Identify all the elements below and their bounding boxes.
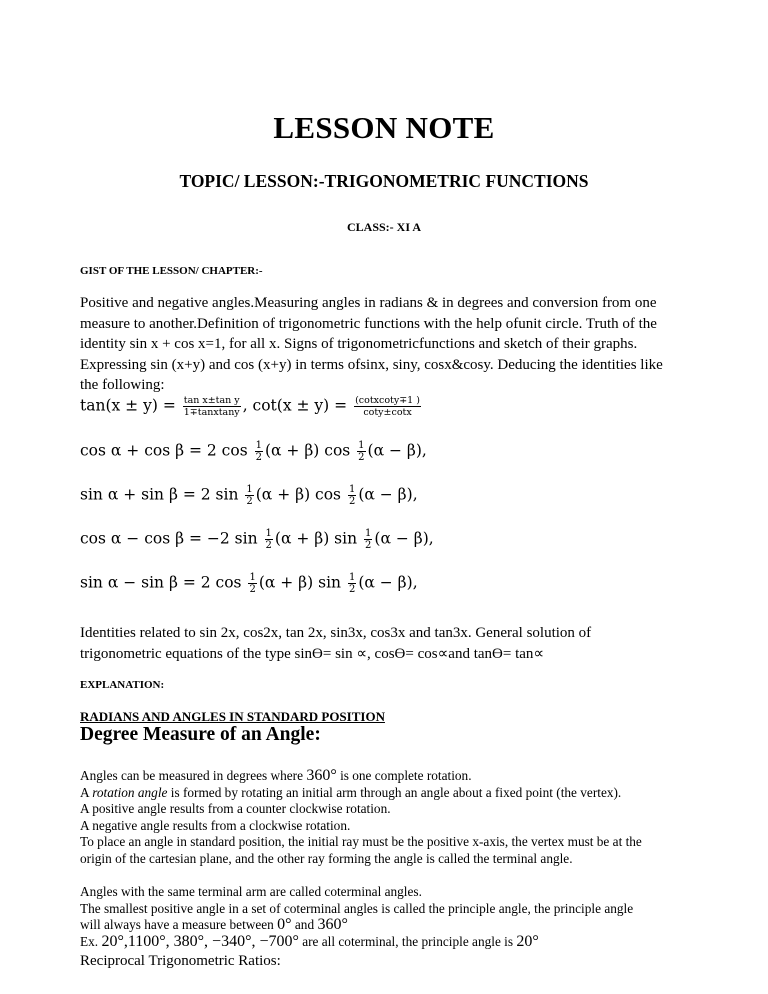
emphasis: rotation angle bbox=[92, 784, 168, 800]
tan-fraction bbox=[183, 395, 241, 418]
gist-heading: GIST OF THE LESSON/ CHAPTER:- bbox=[80, 265, 263, 277]
formula-part: (α + β) cos bbox=[255, 485, 342, 504]
symbol: 20° bbox=[516, 932, 539, 950]
formula-cos-sum bbox=[80, 440, 427, 463]
formula-part: cos α + cos β = 2 cos bbox=[80, 441, 248, 460]
frac-num: 1 bbox=[255, 440, 262, 451]
text: Ex. bbox=[80, 933, 99, 949]
half-fraction bbox=[265, 528, 273, 551]
explanation-block-2 bbox=[80, 884, 710, 970]
half-fraction bbox=[364, 528, 372, 551]
explanation-line: Angles with the same terminal arm are called coterminal angles. bbox=[80, 884, 422, 899]
gist-line: the following: bbox=[80, 377, 165, 393]
frac-den: 2 bbox=[255, 452, 262, 463]
identities-line: Identities related to sin 2x, cos2x, tan 2x, sin3x, cos3x and tan3x. General solution of bbox=[80, 625, 592, 641]
text: Angles can be measured in degrees where bbox=[80, 768, 303, 783]
cot-fraction bbox=[354, 395, 421, 418]
tan-denominator: 1∓tanxtany bbox=[183, 407, 240, 418]
text: are all coterminal, the principle angle is bbox=[302, 933, 514, 949]
half-fraction bbox=[348, 572, 356, 595]
explanation-label: EXPLANATION: bbox=[80, 679, 165, 691]
formula-part: (α − β), bbox=[367, 441, 427, 460]
frac-num: 1 bbox=[348, 572, 356, 583]
symbol: 20°,1100°, 380°, −340°, −700° bbox=[101, 932, 299, 950]
half-fraction bbox=[248, 572, 256, 595]
text: will always have a measure between bbox=[80, 917, 274, 932]
frac-num: 1 bbox=[265, 528, 272, 539]
half-fraction bbox=[255, 440, 263, 463]
explanation-line: Reciprocal Trigonometric Ratios: bbox=[80, 953, 281, 969]
explanation-line bbox=[80, 934, 710, 951]
text: A bbox=[80, 784, 89, 800]
formula-part: (α + β) sin bbox=[258, 573, 342, 592]
frac-den: 2 bbox=[246, 496, 253, 507]
text: is one complete rotation. bbox=[340, 768, 472, 783]
gist-line: Expressing sin (x+y) and cos (x+y) in terms ofsinx, siny, cosx&cosy. Deducing the identities like bbox=[80, 356, 663, 373]
frac-den: 2 bbox=[348, 584, 356, 595]
gist-line: identity sin x + cos x=1, for all x. Signs of trigonometricfunctions and sketch of their graphs. bbox=[80, 336, 638, 352]
symbol: 0° bbox=[277, 916, 292, 933]
explanation-line: A positive angle results from a counter clockwise rotation. bbox=[80, 801, 391, 816]
symbol: 360° bbox=[306, 767, 337, 784]
explanation-line: A negative angle results from a clockwise rotation. bbox=[80, 817, 351, 833]
text: is formed by rotating an initial arm through an angle about a fixed point (the vertex). bbox=[170, 784, 622, 800]
cot-denominator: coty±cotx bbox=[354, 406, 421, 418]
frac-num: 1 bbox=[249, 572, 256, 583]
tan-numerator: tan x±tan y bbox=[183, 395, 240, 406]
formula-part: (α − β), bbox=[374, 529, 434, 548]
page-title: LESSON NOTE bbox=[273, 110, 495, 145]
formula-part: (α − β), bbox=[358, 485, 418, 504]
frac-num: 1 bbox=[365, 528, 372, 539]
subheading: Degree Measure of an Angle: bbox=[80, 724, 321, 745]
cot-lhs: , cot(x ± y) = bbox=[242, 396, 348, 415]
explanation-line bbox=[80, 917, 710, 934]
frac-den: 2 bbox=[348, 496, 356, 507]
explanation-line bbox=[80, 785, 710, 802]
frac-den: 2 bbox=[265, 540, 272, 551]
tan-lhs: tan(x ± y) = bbox=[80, 396, 176, 415]
formula-part: (α + β) cos bbox=[264, 441, 351, 460]
half-fraction bbox=[357, 440, 365, 463]
text: and bbox=[294, 917, 315, 932]
formula-part: sin α − sin β = 2 cos bbox=[80, 573, 242, 592]
half-fraction bbox=[348, 484, 356, 507]
formula-cos-diff bbox=[80, 528, 434, 551]
topic-heading: TOPIC/ LESSON:-TRIGONOMETRIC FUNCTIONS bbox=[179, 171, 589, 191]
section-heading: RADIANS AND ANGLES IN STANDARD POSITION bbox=[80, 709, 385, 724]
frac-num: 1 bbox=[358, 440, 365, 451]
frac-num: 1 bbox=[246, 484, 253, 495]
identities-paragraph bbox=[80, 623, 700, 664]
gist-line: Positive and negative angles.Measuring angles in radians & in degrees and conversion from one bbox=[80, 295, 657, 311]
formula-part: cos α − cos β = −2 sin bbox=[80, 529, 258, 548]
identities-line: trigonometric equations of the type sinϴ= sin ∝, cosϴ= cos∝and tanϴ= tan∝ bbox=[80, 645, 545, 662]
formula-sin-sum bbox=[80, 484, 418, 507]
formula-part: (α − β), bbox=[358, 573, 418, 592]
frac-den: 2 bbox=[365, 540, 372, 551]
cot-numerator: (cotxcoty∓1 ) bbox=[355, 395, 420, 406]
frac-den: 2 bbox=[249, 584, 256, 595]
explanation-block-1 bbox=[80, 768, 710, 867]
symbol: 360° bbox=[317, 916, 348, 933]
explanation-line: To place an angle in standard position, the initial ray must be the positive x-axis, the vertex must be at the bbox=[80, 834, 642, 849]
explanation-line: The smallest positive angle in a set of coterminal angles is called the principle angle, the principle angle bbox=[80, 900, 634, 916]
formula-part: (α + β) sin bbox=[274, 529, 358, 548]
explanation-line bbox=[80, 768, 710, 785]
gist-line: measure to another.Definition of trigonometric functions with the help ofunit circle. Truth of the bbox=[80, 315, 657, 332]
explanation-line: origin of the cartesian plane, and the other ray forming the angle is called the terminal angle. bbox=[80, 850, 573, 866]
frac-num: 1 bbox=[348, 484, 356, 495]
formula-sin-diff bbox=[80, 572, 418, 595]
half-fraction bbox=[245, 484, 253, 507]
class-label: CLASS:- XI A bbox=[346, 220, 421, 234]
formula-part: sin α + sin β = 2 sin bbox=[80, 485, 239, 504]
tan-cot-formula bbox=[80, 395, 423, 418]
frac-den: 2 bbox=[358, 452, 365, 463]
gist-paragraph bbox=[80, 293, 700, 396]
